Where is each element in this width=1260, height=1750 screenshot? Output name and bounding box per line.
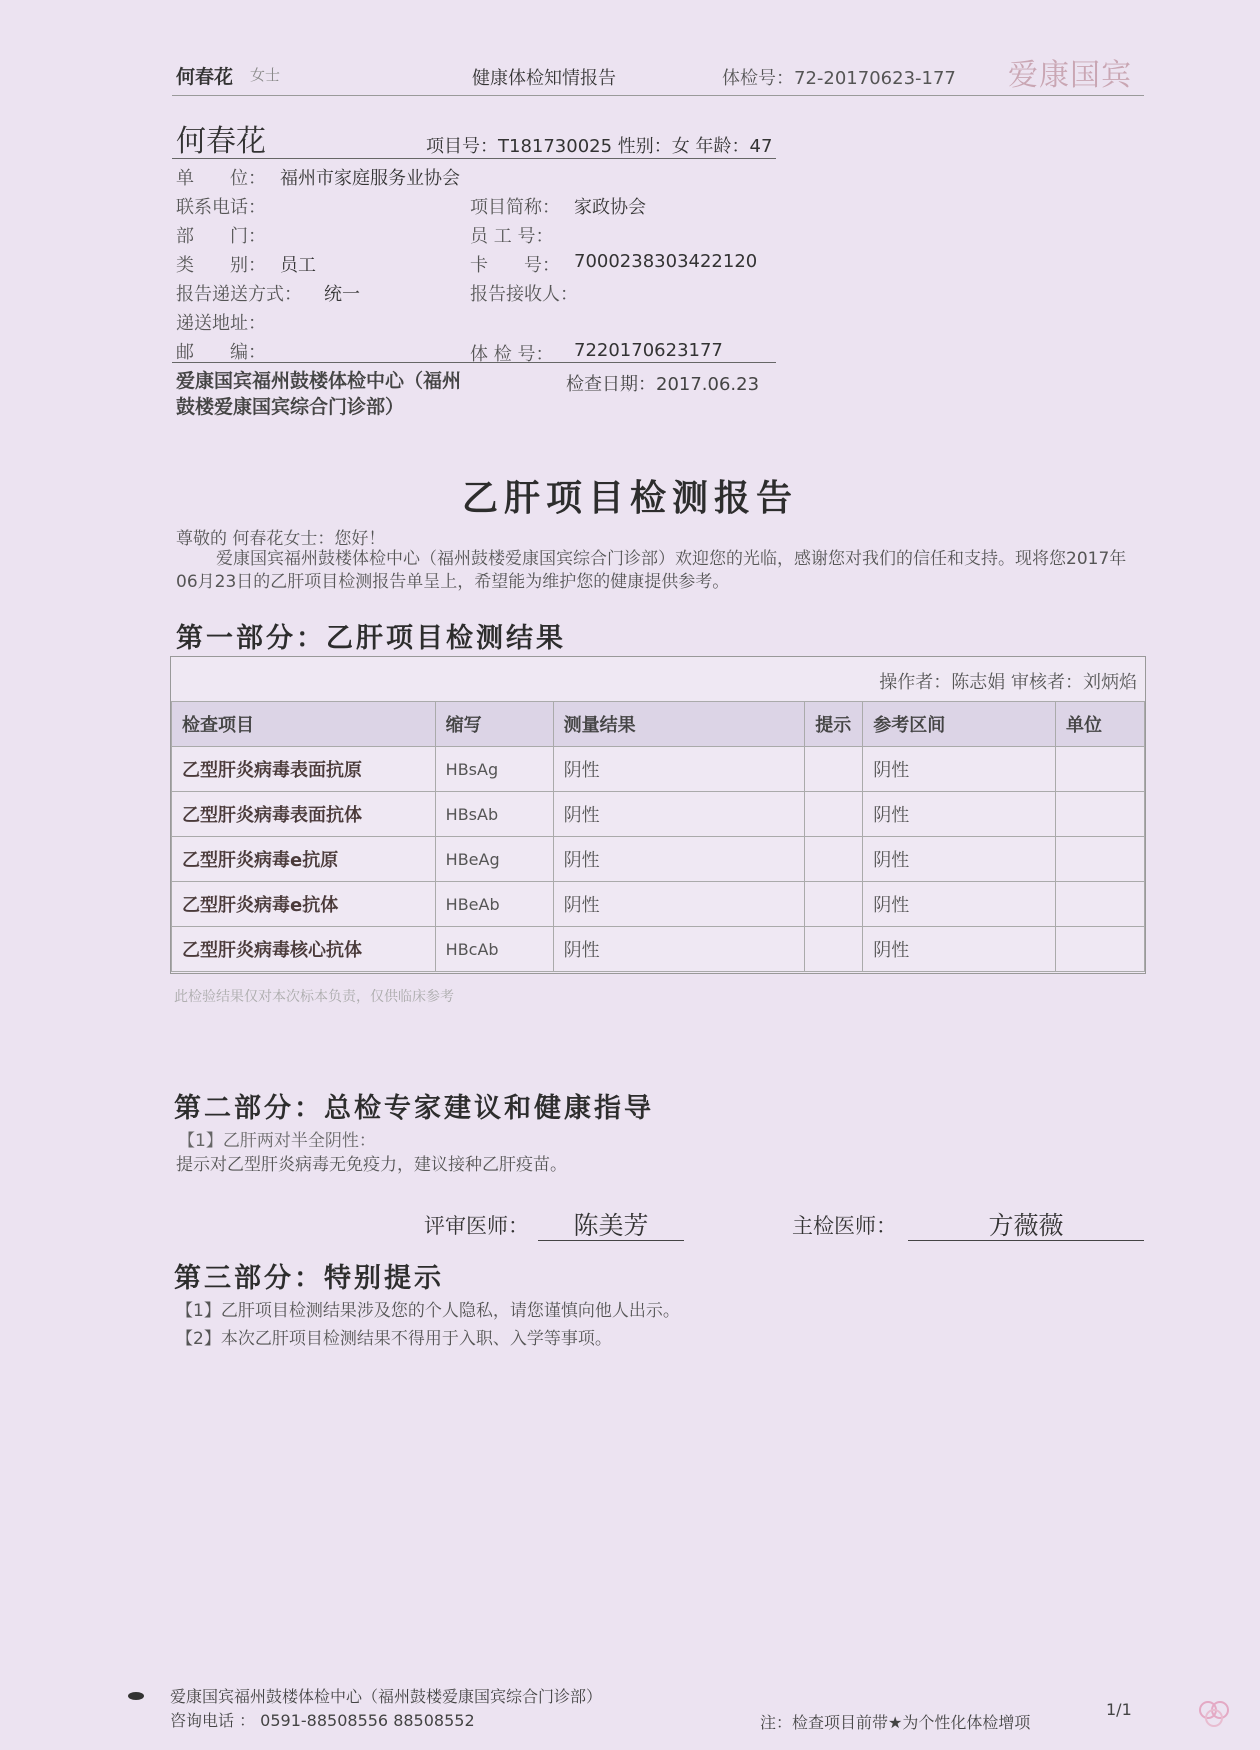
- cell-reference: 阴性: [863, 792, 1056, 837]
- special-tip-2: 【2】本次乙肝项目检测结果不得用于入职、入学等事项。: [176, 1329, 612, 1349]
- cell-reference: 阴性: [863, 927, 1056, 972]
- card-label: 卡 号：: [470, 255, 560, 276]
- check-date: 检查日期：2017.06.23: [566, 374, 760, 395]
- delivery-label: 报告递送方式：: [176, 284, 302, 305]
- cell-hint: [805, 747, 863, 792]
- postcode-label: 邮 编：: [176, 342, 266, 363]
- header-title-suffix: 女士: [250, 66, 281, 84]
- report-title: 乙肝项目检测报告: [461, 477, 798, 519]
- cell-reference: 阴性: [863, 837, 1056, 882]
- header-exam-number: 体检号：72-20170623-177: [722, 68, 956, 89]
- name-underline: [172, 158, 776, 159]
- results-table: [171, 701, 1145, 972]
- table-row: [172, 837, 1145, 882]
- footer-center: 爱康国宾福州鼓楼体检中心（福州鼓楼爱康国宾综合门诊部）: [170, 1687, 603, 1706]
- patient-name: 何春花: [176, 124, 266, 159]
- section2-title: 第二部分：总检专家建议和健康指导: [174, 1093, 654, 1124]
- ink-dot-mark: [128, 1692, 144, 1700]
- intro-paragraph: 爱康国宾福州鼓楼体检中心（福州鼓楼爱康国宾综合门诊部）欢迎您的光临，感谢您对我们的信任和支持。现将您2017年06月23日的乙肝项目检测报告单呈上，希望能为维护您的健康提供参考。: [176, 549, 1127, 592]
- table-row: [172, 747, 1145, 792]
- cell-reference: 阴性: [863, 747, 1056, 792]
- cell-item: 乙型肝炎病毒表面抗原: [172, 747, 436, 792]
- cell-item: 乙型肝炎病毒核心抗体: [172, 927, 436, 972]
- cell-unit: [1056, 747, 1145, 792]
- cell-reference: 阴性: [863, 882, 1056, 927]
- footer-note: 注：检查项目前带★为个性化体检增项: [760, 1713, 1031, 1732]
- unit-value: 福州市家庭服务业协会: [280, 168, 460, 189]
- cell-abbr: HBeAg: [435, 837, 553, 882]
- col-header-reference: 参考区间: [863, 702, 1056, 747]
- delivery-value: 统一: [324, 284, 360, 305]
- cell-item: 乙型肝炎病毒e抗原: [172, 837, 436, 882]
- unit-label: 单 位：: [176, 168, 266, 189]
- footer-phone: 咨询电话 ： 0591-88508556 88508552: [170, 1711, 475, 1730]
- info-underline: [172, 362, 776, 363]
- cell-unit: [1056, 882, 1145, 927]
- header-report-title: 健康体检知情报告: [472, 68, 616, 89]
- chief-signature-line: [908, 1240, 1144, 1241]
- project-abbr-label: 项目简称：: [470, 197, 560, 218]
- cell-abbr: HBeAb: [435, 882, 553, 927]
- cell-hint: [805, 792, 863, 837]
- suggestion-text: 提示对乙型肝炎病毒无免疫力，建议接种乙肝疫苗。: [176, 1155, 567, 1175]
- table-row: [172, 882, 1145, 927]
- operator-reviewer: 操作者：陈志娟 审核者：刘炳焰: [879, 672, 1137, 693]
- col-header-item: 检查项目: [172, 702, 436, 747]
- receiver-label: 报告接收人：: [470, 284, 578, 305]
- suggestion-title: 【1】乙肝两对半全阴性：: [178, 1131, 376, 1151]
- employee-no-label: 员 工 号：: [470, 226, 554, 247]
- exam-center: 爱康国宾福州鼓楼体检中心（福州鼓楼爱康国宾综合门诊部）: [176, 370, 462, 418]
- table-row: [172, 927, 1145, 972]
- brand-logo-text: 爱康国宾: [1008, 58, 1132, 93]
- exam-no-label: 体 检 号：: [470, 344, 554, 365]
- cell-result: 阴性: [553, 747, 805, 792]
- reviewer-signature-line: [538, 1240, 684, 1241]
- greeting: 尊敬的 何春花女士：您好！: [176, 529, 386, 549]
- section3-title: 第三部分：特别提示: [174, 1263, 444, 1294]
- cell-unit: [1056, 792, 1145, 837]
- card-value: 7000238303422120: [574, 251, 758, 272]
- project-abbr-value: 家政协会: [574, 197, 646, 218]
- lab-disclaimer: 此检验结果仅对本次标本负责，仅供临床参考: [174, 989, 454, 1005]
- cell-unit: [1056, 837, 1145, 882]
- section1-title: 第一部分：乙肝项目检测结果: [176, 623, 566, 654]
- cell-abbr: HBcAb: [435, 927, 553, 972]
- col-header-result: 测量结果: [553, 702, 805, 747]
- cell-hint: [805, 927, 863, 972]
- reviewer-label: 评审医师：: [424, 1214, 529, 1238]
- cell-item: 乙型肝炎病毒表面抗体: [172, 792, 436, 837]
- cell-hint: [805, 882, 863, 927]
- flower-logo-icon: [1196, 1698, 1232, 1730]
- col-header-abbr: 缩写: [435, 702, 553, 747]
- table-header-row: [172, 702, 1145, 747]
- cell-abbr: HBsAb: [435, 792, 553, 837]
- page-number: 1/1: [1106, 1700, 1132, 1719]
- table-row: [172, 792, 1145, 837]
- category-label: 类 别：: [176, 255, 266, 276]
- chief-signature: 方薇薇: [988, 1211, 1064, 1240]
- reviewer-signature: 陈美芳: [573, 1211, 649, 1240]
- special-tip-1: 【1】乙肝项目检测结果涉及您的个人隐私，请您谨慎向他人出示。: [176, 1301, 680, 1321]
- dept-label: 部 门：: [176, 226, 266, 247]
- cell-item: 乙型肝炎病毒e抗体: [172, 882, 436, 927]
- results-table-container: [170, 656, 1146, 974]
- project-line: 项目号：T181730025 性别：女 年龄：47: [426, 136, 773, 157]
- cell-result: 阴性: [553, 927, 805, 972]
- cell-result: 阴性: [553, 792, 805, 837]
- category-value: 员工: [280, 255, 316, 276]
- cell-unit: [1056, 927, 1145, 972]
- address-label: 递送地址：: [176, 313, 266, 334]
- cell-result: 阴性: [553, 882, 805, 927]
- phone-label: 联系电话：: [176, 197, 266, 218]
- col-header-unit: 单位: [1056, 702, 1145, 747]
- cell-abbr: HBsAg: [435, 747, 553, 792]
- cell-result: 阴性: [553, 837, 805, 882]
- cell-hint: [805, 837, 863, 882]
- exam-no-value: 7220170623177: [574, 340, 723, 361]
- header-name: 何春花: [176, 66, 234, 88]
- header-divider: [172, 95, 1144, 96]
- chief-label: 主检医师：: [792, 1214, 897, 1238]
- col-header-hint: 提示: [805, 702, 863, 747]
